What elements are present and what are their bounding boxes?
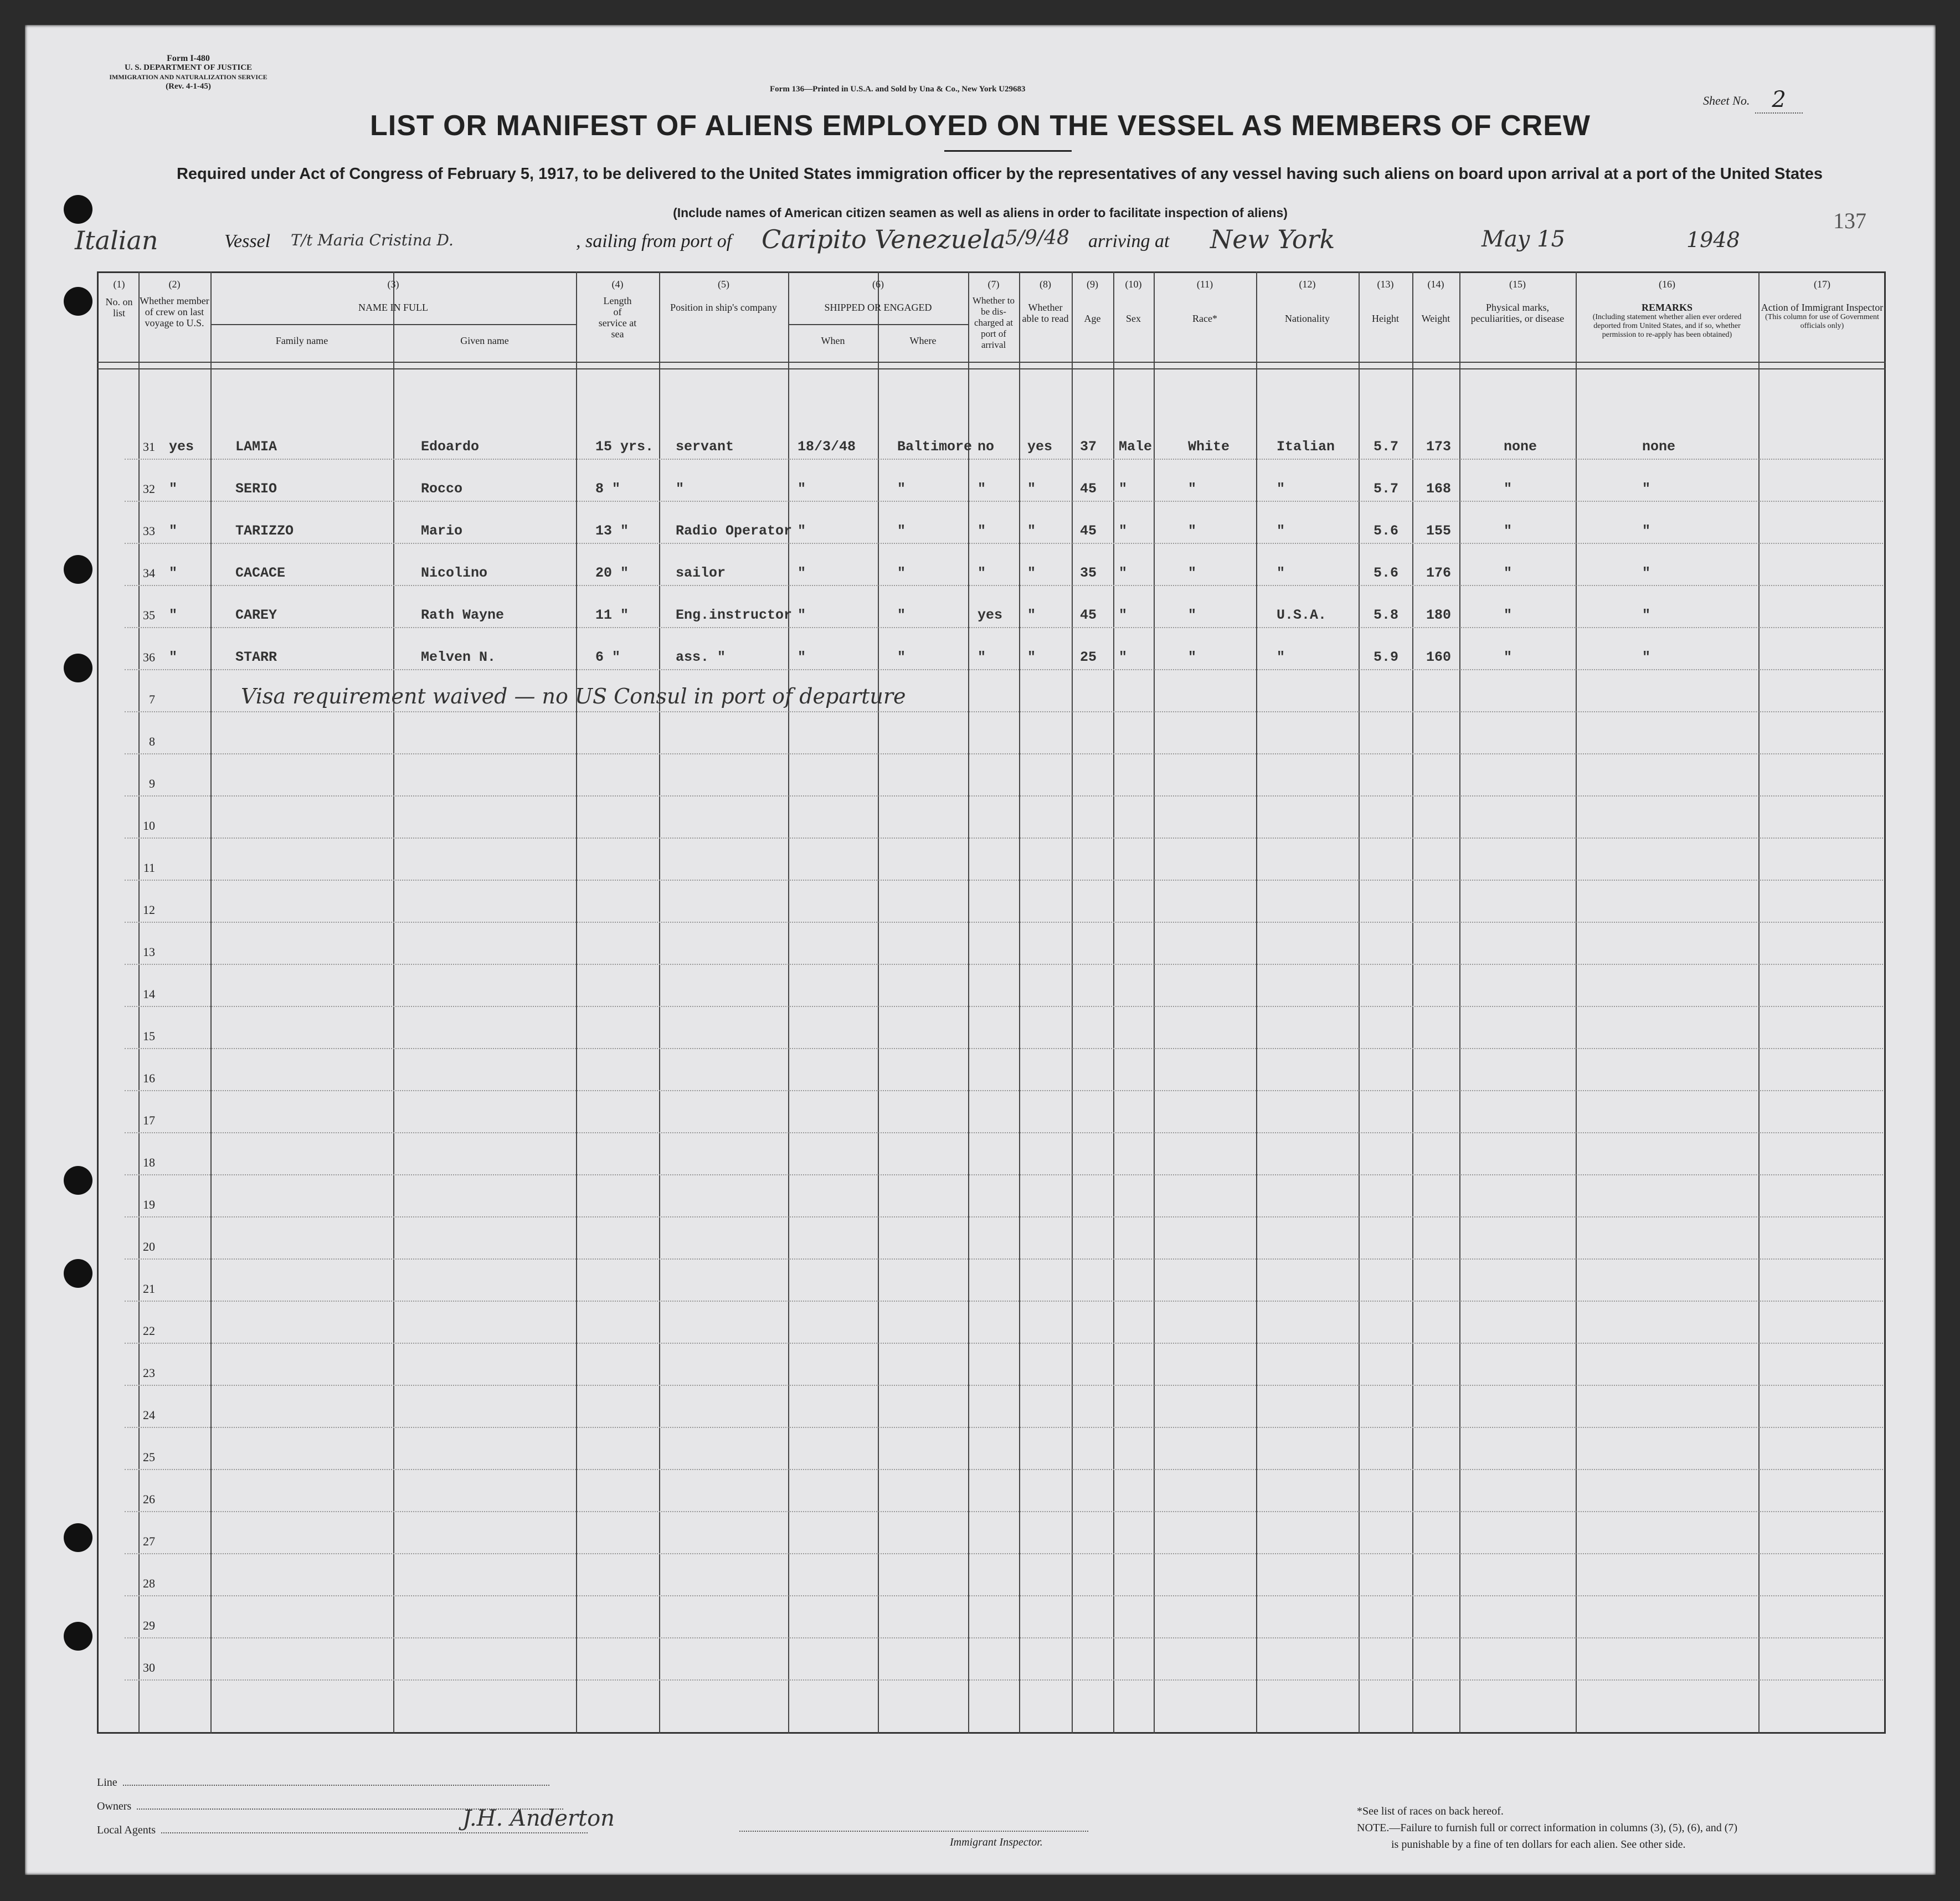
cell-nationality: " [1277, 649, 1285, 665]
cell-position: Eng.instructor [676, 607, 793, 623]
row-number: 13 [143, 945, 155, 959]
row-divider [125, 1174, 1883, 1175]
cell-family: LAMIA [235, 439, 277, 455]
port-of-arrival: New York [1210, 224, 1335, 254]
row-number: 17 [143, 1113, 155, 1127]
cell-race: " [1188, 607, 1197, 623]
cell-family: SERIO [235, 481, 277, 497]
cell-service: 8 " [595, 481, 621, 497]
vessel-label: Vessel [224, 231, 271, 251]
row-number: 15 [143, 1029, 155, 1043]
row-divider [125, 1132, 1883, 1133]
cell-sex: " [1119, 565, 1128, 581]
cell-height: 5.7 [1373, 481, 1399, 497]
given-name-header: Given name [460, 335, 509, 346]
include-note: (Include names of American citizen seamen as well as aliens in order to facilitate inspection of aliens) [673, 205, 1288, 220]
row-number: 25 [143, 1450, 155, 1464]
form-id: Form I-480 [167, 54, 210, 63]
arrival-year: 1948 [1686, 228, 1740, 252]
col3-header: (3) NAME IN FULL [358, 279, 428, 313]
cell-when: " [798, 565, 806, 581]
sheet-number [1703, 85, 1803, 110]
cell-family: CACACE [235, 565, 286, 581]
cell-prev: " [169, 481, 178, 497]
cell-remarks: " [1642, 481, 1651, 497]
cell-nationality: Italian [1277, 439, 1335, 455]
cell-prev: yes [169, 439, 194, 455]
cell-discharged: " [978, 523, 986, 539]
col17-header: (17) Action of Immigrant Inspector (This column for use of Government officials only) [1761, 279, 1884, 330]
row-divider [125, 795, 1883, 797]
cell-family: CAREY [235, 607, 277, 623]
row-divider [125, 1258, 1883, 1260]
row-number: 7 [149, 692, 155, 706]
cell-height: 5.9 [1373, 649, 1399, 665]
vessel-name: T/t Maria Cristina D. [291, 231, 454, 249]
cell-weight: 180 [1426, 607, 1452, 623]
cell-read: " [1027, 523, 1036, 539]
cell-remarks: " [1642, 565, 1651, 581]
cell-remarks: " [1642, 607, 1651, 623]
row-number: 28 [143, 1576, 155, 1590]
row-divider [125, 585, 1883, 586]
punch-hole [64, 555, 92, 584]
cell-position: sailor [676, 565, 726, 581]
cell-marks: " [1504, 649, 1513, 665]
cell-sex: " [1119, 481, 1128, 497]
cell-where: " [897, 565, 906, 581]
cell-when: 18/3/48 [798, 439, 856, 455]
cell-discharged: yes [978, 607, 1003, 623]
row-number: 36 [143, 650, 155, 664]
row-number: 23 [143, 1366, 155, 1380]
service-name: IMMIGRATION AND NATURALIZATION SERVICE [109, 73, 267, 81]
cell-position: servant [676, 439, 734, 455]
col8-header: (8) Whether able to read [1022, 279, 1069, 324]
cell-service: 11 " [595, 607, 629, 623]
cell-prev: " [169, 607, 178, 623]
cell-sex: " [1119, 607, 1128, 623]
footer-agents: Local Agents [97, 1824, 588, 1837]
footer-owners: Owners [97, 1800, 563, 1813]
row-divider [125, 838, 1883, 839]
inspector-label: Immigrant Inspector. [950, 1836, 1043, 1848]
row-divider [125, 501, 1883, 502]
row-divider [125, 1006, 1883, 1007]
cell-service: 13 " [595, 523, 629, 539]
cell-sex: " [1119, 523, 1128, 539]
sheet-value: 2 [1755, 87, 1802, 114]
vessel-flag: Italian [75, 225, 158, 255]
departure-date: 5/9/48 [1005, 227, 1069, 249]
cell-remarks: none [1642, 439, 1676, 455]
cell-weight: 176 [1426, 565, 1452, 581]
col6-header: (6) SHIPPED OR ENGAGED [824, 279, 932, 313]
page-subtitle: Required under Act of Congress of February 5, 1917, to be delivered to the United States immigration officer by the representatives of any vessel having such aliens on board upon arrival at a port of the United States [176, 165, 1823, 183]
row-number: 10 [143, 819, 155, 833]
cell-where: " [897, 523, 906, 539]
sailing-label: , sailing from port of [576, 231, 732, 251]
row-divider [125, 627, 1883, 628]
page-title: LIST OR MANIFEST OF ALIENS EMPLOYED ON THE VESSEL AS MEMBERS OF CREW [370, 110, 1591, 142]
row-number: 14 [143, 987, 155, 1001]
cell-prev: " [169, 565, 178, 581]
cell-service: 15 yrs. [595, 439, 654, 455]
cell-race: " [1188, 481, 1197, 497]
punch-hole [64, 1259, 92, 1288]
row-divider [125, 1511, 1883, 1512]
visa-waiver-annotation: Visa requirement waived — no US Consul in port of departure [241, 684, 906, 708]
col2-header: (2) Whether member of crew on last voyage to U.S. [140, 279, 209, 328]
row-number: 19 [143, 1198, 155, 1211]
cell-position: " [676, 481, 685, 497]
row-divider [125, 880, 1883, 881]
cell-read: yes [1027, 439, 1053, 455]
cell-prev: " [169, 523, 178, 539]
cell-where: " [897, 481, 906, 497]
col5-header: (5) Position in ship's company [670, 279, 777, 313]
cell-where: Baltimore [897, 439, 973, 455]
row-divider [125, 1343, 1883, 1344]
col7-header: (7) Whether to be dis-charged at port of arrival [973, 279, 1015, 350]
inspector-signature-line [734, 1822, 1088, 1835]
row-divider [125, 1048, 1883, 1049]
cell-age: 45 [1080, 481, 1097, 497]
row-divider [125, 1637, 1883, 1638]
row-number: 32 [143, 482, 155, 496]
row-divider [125, 922, 1883, 923]
vessel-line [64, 224, 1925, 263]
cell-given: Rocco [421, 481, 463, 497]
cell-position: Radio Operator [676, 523, 793, 539]
cell-when: " [798, 649, 806, 665]
row-number: 9 [149, 777, 155, 790]
row-divider [125, 1090, 1883, 1091]
when-header: When [821, 335, 845, 346]
cell-age: 35 [1080, 565, 1097, 581]
cell-weight: 168 [1426, 481, 1452, 497]
col12-header: (12) Nationality [1285, 279, 1330, 324]
punch-hole [64, 654, 92, 682]
col9-header: (9) Age [1084, 279, 1101, 324]
punch-hole [64, 1523, 92, 1552]
cell-weight: 160 [1426, 649, 1452, 665]
row-divider [125, 1385, 1883, 1386]
cell-given: Nicolino [421, 565, 488, 581]
cell-nationality: " [1277, 523, 1285, 539]
cell-where: " [897, 607, 906, 623]
cell-height: 5.7 [1373, 439, 1399, 455]
row-number: 35 [143, 608, 155, 622]
cell-read: " [1027, 607, 1036, 623]
cell-read: " [1027, 565, 1036, 581]
footer-line: Line [97, 1776, 549, 1789]
row-number: 18 [143, 1155, 155, 1169]
row-number: 27 [143, 1534, 155, 1548]
cell-age: 45 [1080, 523, 1097, 539]
row-number: 21 [143, 1282, 155, 1296]
row-divider [125, 1679, 1883, 1681]
cell-given: Rath Wayne [421, 607, 505, 623]
row-divider [125, 1301, 1883, 1302]
cell-age: 37 [1080, 439, 1097, 455]
cell-service: 6 " [595, 649, 621, 665]
row-number: 31 [143, 440, 155, 454]
cell-weight: 155 [1426, 523, 1452, 539]
cell-marks: " [1504, 565, 1513, 581]
row-number: 12 [143, 903, 155, 917]
cell-where: " [897, 649, 906, 665]
cell-discharged: " [978, 565, 986, 581]
cell-age: 25 [1080, 649, 1097, 665]
row-number: 30 [143, 1661, 155, 1674]
cell-height: 5.8 [1373, 607, 1399, 623]
row-divider [125, 964, 1883, 965]
title-underline [944, 150, 1072, 152]
sheet-label: Sheet No. [1703, 94, 1750, 107]
cell-discharged: " [978, 481, 986, 497]
row-divider [125, 1595, 1883, 1596]
cell-read: " [1027, 481, 1036, 497]
cell-race: " [1188, 565, 1197, 581]
cell-age: 45 [1080, 607, 1097, 623]
manifest-sheet [25, 25, 1936, 1875]
row-divider [125, 1216, 1883, 1217]
cell-marks: " [1504, 523, 1513, 539]
department-block [89, 54, 288, 91]
cell-remarks: " [1642, 649, 1651, 665]
punch-hole [64, 287, 92, 316]
cell-service: 20 " [595, 565, 629, 581]
where-header: Where [909, 335, 937, 346]
cell-discharged: no [978, 439, 995, 455]
col1-header: (1) No. on list [105, 279, 133, 318]
row-number: 11 [143, 861, 155, 875]
cell-nationality: " [1277, 565, 1285, 581]
cell-height: 5.6 [1373, 565, 1399, 581]
printer-line: Form 136—Printed in U.S.A. and Sold by Una & Co., New York U29683 [770, 85, 1026, 94]
row-number: 34 [143, 566, 155, 580]
cell-position: ass. " [676, 649, 726, 665]
crew-table-frame [97, 271, 1886, 1734]
cell-race: " [1188, 523, 1197, 539]
department-name: U. S. DEPARTMENT OF JUSTICE [124, 63, 253, 72]
col4-header: (4) Length of service at sea [598, 279, 637, 340]
cell-when: " [798, 481, 806, 497]
punch-hole [64, 195, 92, 224]
cell-marks: " [1504, 481, 1513, 497]
punch-hole [64, 1622, 92, 1651]
row-number: 29 [143, 1619, 155, 1632]
row-number: 16 [143, 1071, 155, 1085]
row-divider [125, 1553, 1883, 1554]
col14-header: (14) Weight [1421, 279, 1450, 324]
row-divider [125, 1469, 1883, 1470]
row-divider [125, 1427, 1883, 1428]
footer-notes: *See list of races on back hereof. NOTE.—Failure to furnish full or correct information in columns (3), (5), (6), and (7) is punishable by a fine of ten dollars for each alien. See other side. [1357, 1805, 1738, 1851]
cell-sex: Male [1119, 439, 1153, 455]
cell-discharged: " [978, 649, 986, 665]
row-number: 8 [149, 734, 155, 748]
row-divider [125, 753, 1883, 754]
cell-marks: " [1504, 607, 1513, 623]
cell-weight: 173 [1426, 439, 1452, 455]
cell-prev: " [169, 649, 178, 665]
cell-read: " [1027, 649, 1036, 665]
col11-header: (11) Race* [1192, 279, 1217, 324]
cell-remarks: " [1642, 523, 1651, 539]
cell-nationality: " [1277, 481, 1285, 497]
col10-header: (10) Sex [1125, 279, 1142, 324]
port-of-departure: Caripito Venezuela [762, 224, 1006, 254]
cell-family: STARR [235, 649, 277, 665]
cell-sex: " [1119, 649, 1128, 665]
row-number: 20 [143, 1240, 155, 1253]
cell-given: Melven N. [421, 649, 496, 665]
arrival-date: May 15 [1481, 227, 1566, 252]
cell-given: Edoardo [421, 439, 480, 455]
cell-when: " [798, 523, 806, 539]
cell-race: White [1188, 439, 1230, 455]
family-name-header: Family name [275, 335, 328, 346]
row-number: 22 [143, 1324, 155, 1338]
cell-given: Mario [421, 523, 463, 539]
col13-header: (13) Height [1372, 279, 1399, 324]
punch-hole [64, 1166, 92, 1195]
row-divider [125, 543, 1883, 544]
row-divider [125, 669, 1883, 670]
cell-family: TARIZZO [235, 523, 294, 539]
cell-race: " [1188, 649, 1197, 665]
cell-marks: none [1504, 439, 1537, 455]
cell-when: " [798, 607, 806, 623]
page-stamp: 137 [1833, 208, 1866, 233]
cell-height: 5.6 [1373, 523, 1399, 539]
agents-signature: J.H. Anderton [462, 1806, 615, 1831]
row-divider [125, 711, 1883, 712]
form-revision: (Rev. 4-1-45) [166, 82, 211, 91]
arriving-label: arriving at [1088, 231, 1170, 251]
row-number: 24 [143, 1408, 155, 1422]
row-divider [125, 459, 1883, 460]
row-number: 33 [143, 524, 155, 538]
col15-header: (15) Physical marks, peculiarities, or disease [1470, 279, 1565, 324]
col16-header: (16) REMARKS (Including statement whether alien ever ordered deported from United States, and if so, whether permission to re-apply has been obtained) [1592, 279, 1742, 339]
cell-nationality: U.S.A. [1277, 607, 1327, 623]
row-number: 26 [143, 1492, 155, 1506]
